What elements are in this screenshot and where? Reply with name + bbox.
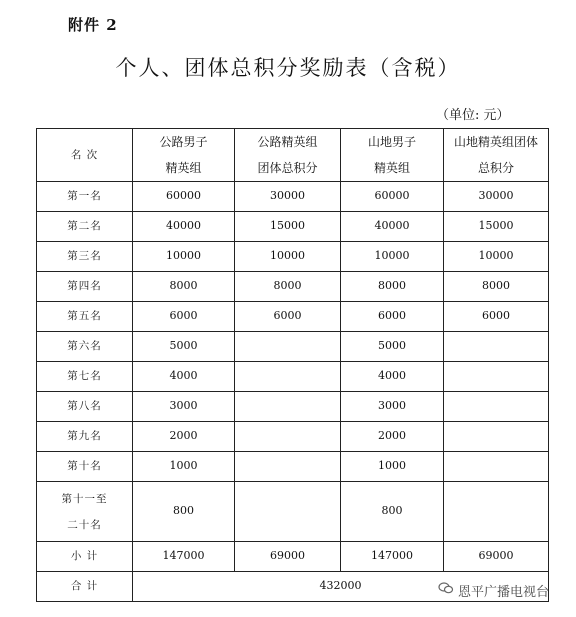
value-cell: 15000 xyxy=(235,212,341,242)
value-cell: 5000 xyxy=(133,332,235,362)
table-row xyxy=(37,242,549,272)
value-cell: 1000 xyxy=(133,452,235,482)
value-cell: 5000 xyxy=(341,332,444,362)
table-row xyxy=(37,212,549,242)
page-title: 个人、团体总积分奖励表（含税） xyxy=(115,56,461,80)
value-cell: 40000 xyxy=(341,212,444,242)
value-cell: 60000 xyxy=(341,182,444,212)
value-cell xyxy=(235,422,341,452)
value-cell: 3000 xyxy=(341,392,444,422)
wechat-icon xyxy=(438,580,454,600)
table-row xyxy=(37,302,549,332)
value-cell: 30000 xyxy=(444,182,549,212)
value-cell: 6000 xyxy=(133,302,235,332)
rank-cell: 第七名 xyxy=(37,362,133,392)
watermark xyxy=(438,580,549,600)
value-cell: 8000 xyxy=(341,272,444,302)
subtotal-label: 小 计 xyxy=(37,542,133,572)
header-row xyxy=(37,129,549,182)
rank-cell: 第六名 xyxy=(37,332,133,362)
value-cell xyxy=(444,482,549,542)
value-cell xyxy=(235,392,341,422)
total-label: 合 计 xyxy=(37,572,133,602)
rank-cell: 第一名 xyxy=(37,182,133,212)
table-row xyxy=(37,452,549,482)
value-cell: 10000 xyxy=(444,242,549,272)
value-cell xyxy=(444,332,549,362)
value-cell: 4000 xyxy=(341,362,444,392)
value-cell: 40000 xyxy=(133,212,235,242)
attachment-label: 附件 2 xyxy=(68,16,118,34)
value-cell: 800 xyxy=(341,482,444,542)
value-cell xyxy=(444,392,549,422)
award-table xyxy=(36,128,549,602)
table-row xyxy=(37,332,549,362)
value-cell: 8000 xyxy=(133,272,235,302)
rank-cell: 第三名 xyxy=(37,242,133,272)
value-cell: 147000 xyxy=(341,542,444,572)
rank-cell: 第十一至 二十名 xyxy=(37,482,133,542)
value-cell: 800 xyxy=(133,482,235,542)
value-cell: 10000 xyxy=(341,242,444,272)
value-cell xyxy=(235,332,341,362)
rank-cell: 第五名 xyxy=(37,302,133,332)
value-cell: 69000 xyxy=(235,542,341,572)
table-row xyxy=(37,272,549,302)
value-cell: 6000 xyxy=(235,302,341,332)
value-cell: 15000 xyxy=(444,212,549,242)
value-cell xyxy=(235,452,341,482)
value-cell: 2000 xyxy=(341,422,444,452)
header-road-team-total: 公路精英组 团体总积分 xyxy=(235,129,341,182)
table-row xyxy=(37,422,549,452)
value-cell: 8000 xyxy=(235,272,341,302)
value-cell: 8000 xyxy=(444,272,549,302)
value-cell: 3000 xyxy=(133,392,235,422)
value-cell xyxy=(235,362,341,392)
value-cell: 4000 xyxy=(133,362,235,392)
value-cell: 147000 xyxy=(133,542,235,572)
header-mtb-men-elite: 山地男子 精英组 xyxy=(341,129,444,182)
rank-cell: 第九名 xyxy=(37,422,133,452)
value-cell: 2000 xyxy=(133,422,235,452)
table-row xyxy=(37,182,549,212)
value-cell: 69000 xyxy=(444,542,549,572)
rank-cell: 第四名 xyxy=(37,272,133,302)
subtotal-row xyxy=(37,542,549,572)
value-cell xyxy=(444,452,549,482)
rank-cell: 第二名 xyxy=(37,212,133,242)
value-cell: 10000 xyxy=(133,242,235,272)
unit-note: （单位: 元） xyxy=(436,108,510,123)
header-road-men-elite: 公路男子 精英组 xyxy=(133,129,235,182)
header-rank: 名 次 xyxy=(37,129,133,182)
header-mtb-team-total: 山地精英组团体 总积分 xyxy=(444,129,549,182)
table-row xyxy=(37,362,549,392)
value-cell: 60000 xyxy=(133,182,235,212)
value-cell: 30000 xyxy=(235,182,341,212)
value-cell xyxy=(444,422,549,452)
value-cell: 1000 xyxy=(341,452,444,482)
table-row xyxy=(37,392,549,422)
total-value: 432000 xyxy=(133,572,549,602)
watermark-text: 恩平广播电视台 xyxy=(458,584,550,600)
value-cell: 6000 xyxy=(341,302,444,332)
table-row-range xyxy=(37,482,549,542)
value-cell: 10000 xyxy=(235,242,341,272)
value-cell: 6000 xyxy=(444,302,549,332)
rank-cell: 第十名 xyxy=(37,452,133,482)
rank-cell: 第八名 xyxy=(37,392,133,422)
value-cell xyxy=(444,362,549,392)
value-cell xyxy=(235,482,341,542)
